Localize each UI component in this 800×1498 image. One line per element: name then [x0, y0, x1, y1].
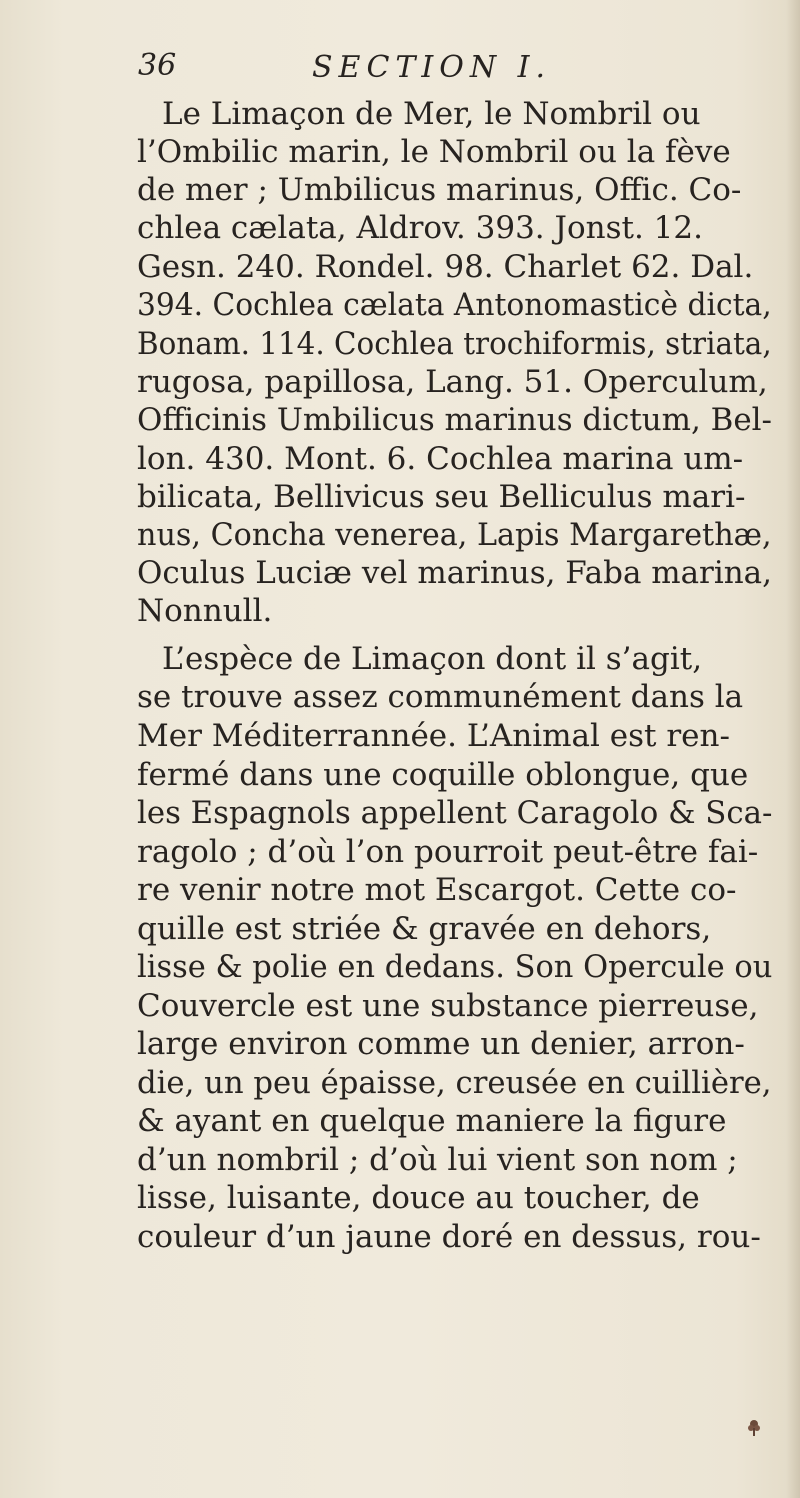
text-line: couleur d’un jaune doré en dessus, rou- — [137, 1219, 761, 1255]
text-line: Bonam. 114. Cochlea trochiformis, striata, — [137, 326, 772, 362]
text-line: quille est striée & gravée en dehors, — [137, 911, 712, 947]
page-number: 36 — [138, 48, 177, 83]
text-line: se trouve assez communément dans la — [137, 679, 744, 715]
text-line: & ayant en quelque maniere la figure — [137, 1103, 727, 1139]
text-line: de mer ; Umbilicus marinus, Offic. Co- — [137, 172, 742, 208]
text-line: les Espagnols appellent Caragolo & Sca- — [137, 795, 773, 831]
text-line: lisse, luisante, douce au toucher, de — [137, 1180, 700, 1216]
ink-flower-icon — [746, 1418, 762, 1438]
text-line: Le Limaçon de Mer, le Nombril ou — [162, 96, 701, 132]
text-line: L’espèce de Limaçon dont il s’agit, — [162, 641, 703, 677]
running-head: SECTION I. — [312, 50, 552, 85]
text-line: fermé dans une coquille oblongue, que — [137, 757, 749, 793]
text-line: Gesn. 240. Rondel. 98. Charlet 62. Dal. — [137, 249, 754, 285]
text-line: large environ comme un denier, arron- — [137, 1026, 745, 1062]
page-fold-shadow — [786, 0, 800, 1498]
text-line: l’Ombilic marin, le Nombril ou la fève — [137, 134, 731, 170]
text-line: Officinis Umbilicus marinus dictum, Bel- — [137, 402, 772, 438]
text-line: die, un peu épaisse, creusée en cuillière, — [137, 1065, 772, 1101]
text-line: nus, Concha venerea, Lapis Margarethæ, — [137, 517, 772, 553]
text-line: rugosa, papillosa, Lang. 51. Operculum, — [137, 364, 768, 400]
text-line: lisse & polie en dedans. Son Opercule ou — [137, 949, 773, 985]
text-line: Nonnull. — [137, 593, 273, 629]
text-line: bilicata, Bellivicus seu Belliculus mari- — [137, 479, 746, 515]
text-line: Oculus Luciæ vel marinus, Faba marina, — [137, 555, 772, 591]
page-header — [0, 44, 800, 94]
text-line: Mer Méditerrannée. L’Animal est ren- — [137, 718, 730, 754]
text-line: ragolo ; d’où l’on pourroit peut-être fai- — [137, 834, 759, 870]
text-line: lon. 430. Mont. 6. Cochlea marina um- — [137, 441, 744, 477]
text-line: re venir notre mot Escargot. Cette co- — [137, 872, 737, 908]
text-line: chlea cælata, Aldrov. 393. Jonst. 12. — [137, 210, 703, 246]
text-line: 394. Cochlea cælata Antonomasticè dicta, — [137, 287, 772, 323]
text-line: Couvercle est une substance pierreuse, — [137, 988, 759, 1024]
text-line: d’un nombril ; d’où lui vient son nom ; — [137, 1142, 738, 1178]
